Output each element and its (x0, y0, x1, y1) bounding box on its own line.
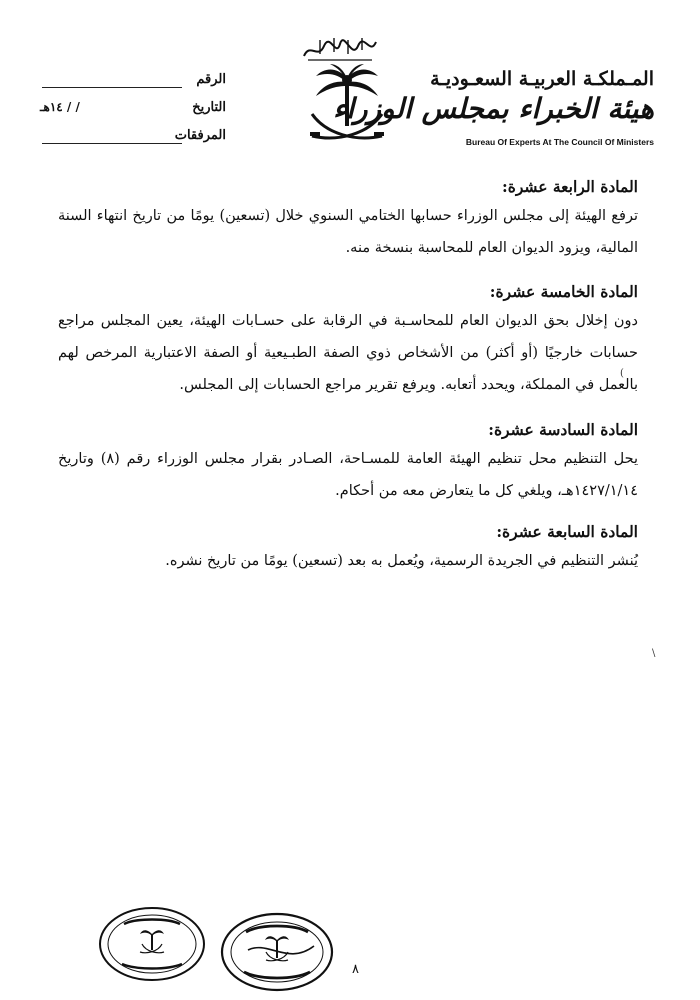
article-heading: المادة الرابعة عشرة: (502, 177, 638, 196)
bureau-name-arabic: هيئة الخبراء بمجلس الوزراء (333, 92, 654, 125)
article-text: يحل التنظيم محل تنظيم الهيئة العامة للمسـاحة، الصـادر بقرار مجلس الوزراء رقم (٨) وتاريخ ١٤٢٧/١/١٤هـ، ويلغي كل ما يتعارض معه من أحكام. (58, 451, 638, 499)
scan-mark: ( (620, 368, 624, 379)
article-heading: المادة السادسة عشرة: (488, 420, 638, 439)
date-field-value: / / ١٤هـ (40, 100, 80, 114)
article-14 (58, 177, 638, 264)
article-text: يُنشر التنظيم في الجريدة الرسمية، ويُعمل به بعد (تسعين) يومًا من تاريخ نشره. (165, 553, 638, 569)
article-heading: المادة السابعة عشرة: (496, 522, 638, 541)
number-field-label: الرقم (196, 72, 226, 87)
attachments-field-line (42, 142, 182, 144)
page-number: ٨ (352, 962, 359, 977)
bismillah-calligraphy (300, 32, 380, 66)
article-16 (58, 420, 638, 507)
date-field-label: التاريخ (192, 100, 226, 115)
kingdom-name: المـملكـة العربيـة السعـوديـة (430, 68, 654, 90)
article-17 (58, 522, 638, 577)
number-field-line (42, 86, 182, 88)
bureau-stamp (218, 910, 336, 994)
article-text: دون إخلال بحق الديوان العام للمحاسـبة في الرقابة على حسـابات الهيئة، يعين المجلس مراجع حسابات خارجيًا (أو أكثر) من الأشخاص ذوي الصفة الطبـيعية أو الصفة الاعتبارية المرخص لهم بالعمل في المملكة، ويحدد أتعابه. ويرفع تقرير مراجع الحسابات إلى المجلس. (58, 313, 638, 393)
scan-mark: \ (652, 648, 656, 659)
bureau-name-english: Bureau Of Experts At The Council Of Ministers (465, 137, 654, 147)
secretariat-stamp (96, 904, 208, 984)
attachments-field-label: المرفقات (174, 128, 226, 143)
article-heading: المادة الخامسة عشرة: (489, 282, 638, 301)
article-15 (58, 282, 638, 401)
article-text: ترفع الهيئة إلى مجلس الوزراء حسابها الختامي السنوي خلال (تسعين) يومًا من تاريخ انتهاء السنة المالية، ويزود الديوان العام للمحاسبة بنسخة منه. (58, 208, 638, 256)
